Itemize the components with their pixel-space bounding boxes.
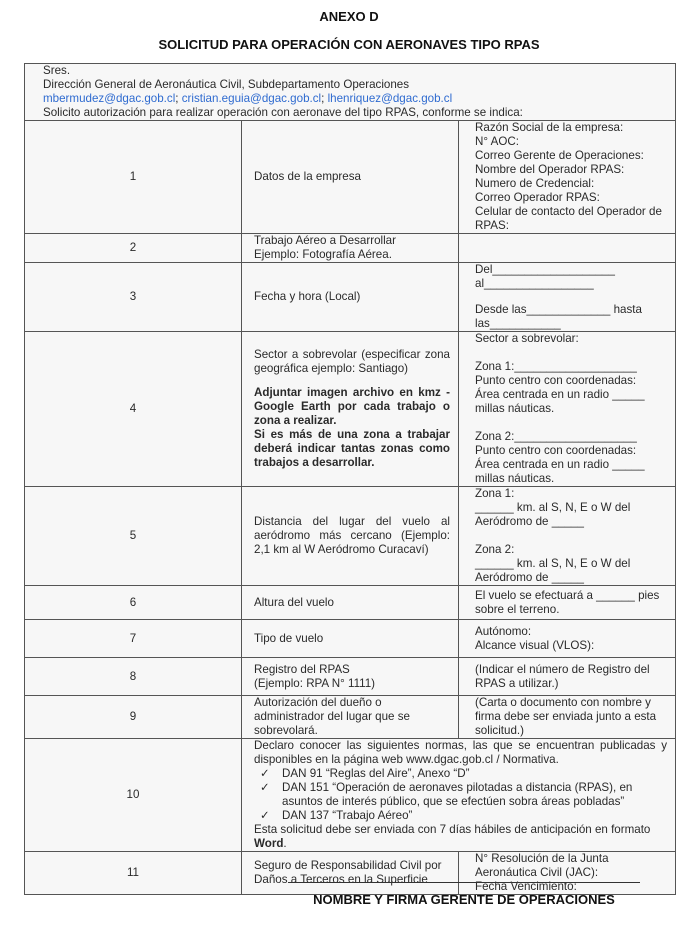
label-line: Ejemplo: Fotografía Aérea. [254, 248, 392, 261]
field[interactable]: Del___________________ al_________________ [475, 263, 615, 290]
intro-row [25, 64, 676, 121]
email-link[interactable]: lhenriquez@dgac.gob.cl [327, 92, 453, 105]
checkmark-icon: ✓ [260, 809, 270, 822]
label-line: (Ejemplo: RPA N° 1111) [254, 676, 376, 690]
note-text: Esta solicitud debe ser enviada con 7 días hábiles de anticipación en formato [254, 823, 651, 836]
form-title: SOLICITUD PARA OPERACIÓN CON AERONAVES TIPO RPAS [158, 37, 540, 52]
signature-line [288, 882, 640, 883]
table-row [25, 332, 676, 487]
norm-item [254, 781, 667, 809]
submission-note [254, 823, 667, 851]
table-row [25, 234, 676, 263]
label-line: Trabajo Aéreo a Desarrollar [254, 234, 396, 247]
field[interactable]: Fecha Vencimiento: [475, 880, 577, 893]
norms-declaration [242, 739, 676, 852]
field[interactable]: Nombre del Operador RPAS: [475, 163, 625, 176]
declaration-text: Declaro conocer las siguientes normas, las que se encuentran publicadas y disponibles en la página web www.dgac.gob.cl / Normativa. [254, 739, 667, 766]
field[interactable]: ______ km. al S, N, E o W del Aeródromo de _____ [475, 501, 631, 528]
norm-text: DAN 137 “Trabajo Aéreo” [282, 809, 413, 822]
label-line: Registro del RPAS [254, 662, 350, 676]
table-row [25, 620, 676, 658]
table-row [25, 696, 676, 739]
row-value[interactable] [459, 234, 676, 263]
email-link[interactable]: cristian.eguia@dgac.gob.cl [181, 92, 322, 105]
field[interactable]: Área centrada en un radio _____ millas náuticas. [475, 458, 645, 485]
field[interactable]: Zona 2:___________________ [475, 430, 637, 443]
row-fields [459, 263, 676, 332]
table-row [25, 586, 676, 620]
row-fields [459, 332, 676, 487]
table-row [25, 263, 676, 332]
row-label: Tipo de vuelo [242, 620, 459, 658]
field[interactable]: Alcance visual (VLOS): [475, 638, 595, 652]
note-end: . [283, 837, 287, 850]
row-fields [459, 487, 676, 586]
field: Zona 1: [475, 487, 515, 500]
field[interactable]: Correo Gerente de Operaciones: [475, 149, 644, 162]
row-fields [459, 121, 676, 234]
row-number: 11 [25, 852, 242, 895]
salutation: Sres. [43, 64, 71, 77]
table-row [25, 487, 676, 586]
note-format: Word [254, 837, 284, 850]
label-text: Sector a sobrevolar (especificar zona geográfica ejemplo: Santiago) [254, 348, 450, 375]
separator: ; [175, 92, 182, 105]
table-row [25, 739, 676, 852]
checkmark-icon: ✓ [260, 767, 270, 780]
table-row [25, 121, 676, 234]
field: Sector a sobrevolar: [475, 332, 579, 345]
row-number: 10 [25, 739, 242, 852]
field[interactable]: Punto centro con coordenadas: [475, 374, 637, 387]
row-number: 1 [25, 121, 242, 234]
separator: ; [321, 92, 328, 105]
field[interactable]: Desde las_____________ hasta las___________ [475, 303, 642, 330]
request-text: Solicito autorización para realizar operación con aeronave del tipo RPAS, conforme se indica: [43, 106, 523, 119]
row-number: 8 [25, 658, 242, 696]
row-number: 7 [25, 620, 242, 658]
annex-title: ANEXO D [319, 9, 379, 24]
field[interactable]: Área centrada en un radio _____ millas náuticas. [475, 388, 645, 415]
row-number: 3 [25, 263, 242, 332]
norm-item [254, 767, 667, 781]
field[interactable]: ______ km. al S, N, E o W del Aeródromo de _____ [475, 557, 631, 584]
recipient: Dirección General de Aeronáutica Civil, Subdepartamento Operaciones [43, 78, 410, 91]
kmz-instruction: Adjuntar imagen archivo en kmz - Google Earth por cada trabajo o zona a realizar. [254, 386, 450, 427]
field[interactable]: Autónomo: [475, 624, 532, 638]
table-row [25, 852, 676, 895]
field[interactable]: Celular de contacto del Operador de RPAS: [475, 205, 662, 232]
email-list [43, 92, 671, 106]
row-label: Datos de la empresa [242, 121, 459, 234]
row-label: Autorización del dueño o administrador del lugar que se sobrevolará. [242, 696, 459, 739]
row-number: 9 [25, 696, 242, 739]
zones-instruction: Si es más de una zona a trabajar deberá indicar tantas zonas como trabajos a desarrollar. [254, 428, 450, 469]
field[interactable]: Correo Operador RPAS: [475, 191, 600, 204]
field[interactable]: (Indicar el número de Registro del RPAS a utilizar.) [459, 658, 676, 696]
norm-text: DAN 151 “Operación de aeronaves pilotadas a distancia (RPAS), en asuntos de interés público, que se efectúen sobra áreas pobladas” [282, 781, 633, 808]
email-link[interactable]: mbermudez@dgac.gob.cl [43, 92, 176, 105]
row-fields [459, 852, 676, 895]
field[interactable]: Punto centro con coordenadas: [475, 444, 637, 457]
field[interactable]: N° Resolución de la Junta Aeronáutica Civil (JAC): [475, 852, 609, 879]
row-fields [459, 620, 676, 658]
row-label [242, 234, 459, 263]
request-form-table [24, 63, 676, 895]
checkmark-icon: ✓ [260, 781, 270, 794]
row-label [242, 658, 459, 696]
row-number: 6 [25, 586, 242, 620]
row-label [242, 332, 459, 487]
row-label: Altura del vuelo [242, 586, 459, 620]
field[interactable]: N° AOC: [475, 135, 519, 148]
field[interactable]: El vuelo se efectuará a ______ pies sobre el terreno. [459, 586, 676, 620]
table-row [25, 658, 676, 696]
row-number: 4 [25, 332, 242, 487]
field[interactable]: Razón Social de la empresa: [475, 121, 624, 134]
row-number: 5 [25, 487, 242, 586]
row-label: Fecha y hora (Local) [242, 263, 459, 332]
row-label: Distancia del lugar del vuelo al aeródromo más cercano (Ejemplo: 2,1 km al W Aeródromo Curacaví) [242, 487, 459, 586]
norm-item [254, 809, 667, 823]
signature-label: NOMBRE Y FIRMA GERENTE DE OPERACIONES [313, 892, 615, 907]
row-number: 2 [25, 234, 242, 263]
field[interactable]: (Carta o documento con nombre y firma debe ser enviada junto a esta solicitud.) [459, 696, 676, 739]
field: Zona 2: [475, 543, 515, 556]
row-label: Seguro de Responsabilidad Civil por Daños a Terceros en la Superficie [242, 852, 459, 895]
field[interactable]: Numero de Credencial: [475, 177, 595, 190]
field[interactable]: Zona 1:___________________ [475, 360, 637, 373]
norm-text: DAN 91 “Reglas del Aire”, Anexo “D” [282, 767, 470, 780]
